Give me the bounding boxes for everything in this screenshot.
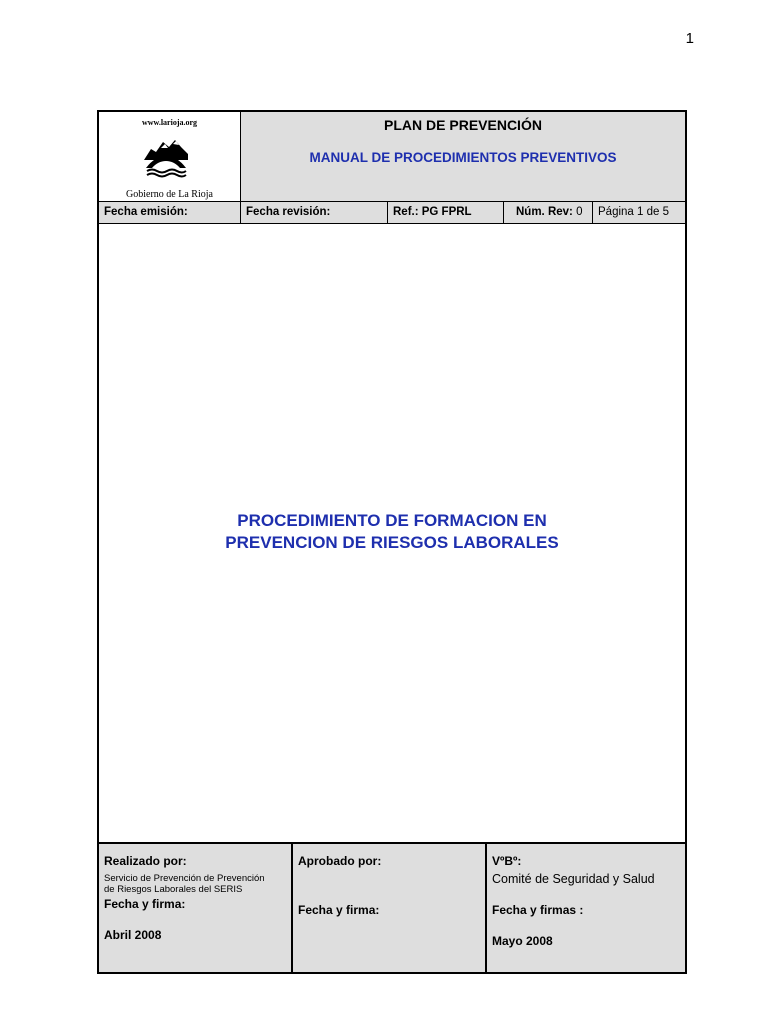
manual-title: MANUAL DE PROCEDIMIENTOS PREVENTIVOS [309,150,617,165]
aprobado-fecha-label: Fecha y firma: [298,903,380,917]
signature-footer [99,844,685,972]
aprobado-label: Aprobado por: [298,854,382,868]
num-rev-label: Núm. Rev: [516,206,573,218]
logo-url: www.larioja.org [141,118,198,127]
vobo-entity: Comité de Seguridad y Salud [492,872,655,886]
page-number: 1 [685,30,694,47]
realizado-label: Realizado por: [104,854,187,868]
vobo-date: Mayo 2008 [492,934,553,948]
title-cell [241,112,685,201]
realizado-line1: Servicio de Prevención de Prevención [104,873,265,884]
realizado-date: Abril 2008 [104,928,162,942]
ref-label: Ref.: PG FPRL [388,202,504,223]
realizado-fecha-label: Fecha y firma: [104,897,186,911]
document-title-line1: PROCEDIMIENTO DE FORMACION EN [237,511,547,530]
fecha-revision-label: Fecha revisión: [241,202,388,223]
document-title-line2: PREVENCION DE RIESGOS LABORALES [225,533,559,552]
aprobado-cell [293,844,487,972]
document-frame [97,110,687,974]
info-row [99,202,685,224]
vobo-fecha-label: Fecha y firmas : [492,903,584,917]
document-header [99,112,685,202]
vobo-label: VºBº: [492,854,522,868]
document-title [99,510,685,554]
logo-cell [99,112,241,201]
vobo-cell [487,844,685,972]
la-rioja-emblem-icon [143,138,189,178]
num-rev-value: 0 [576,206,583,218]
main-body [99,224,685,844]
logo-name: Gobierno de La Rioja [126,189,213,200]
fecha-emision-label: Fecha emisión: [99,202,241,223]
pagina-label: Página 1 de 5 [598,206,669,218]
plan-title: PLAN DE PREVENCIÓN [384,117,542,133]
realizado-cell [99,844,293,972]
realizado-line2: de Riesgos Laborales del SERIS [104,884,243,895]
num-rev-cell [504,202,593,223]
